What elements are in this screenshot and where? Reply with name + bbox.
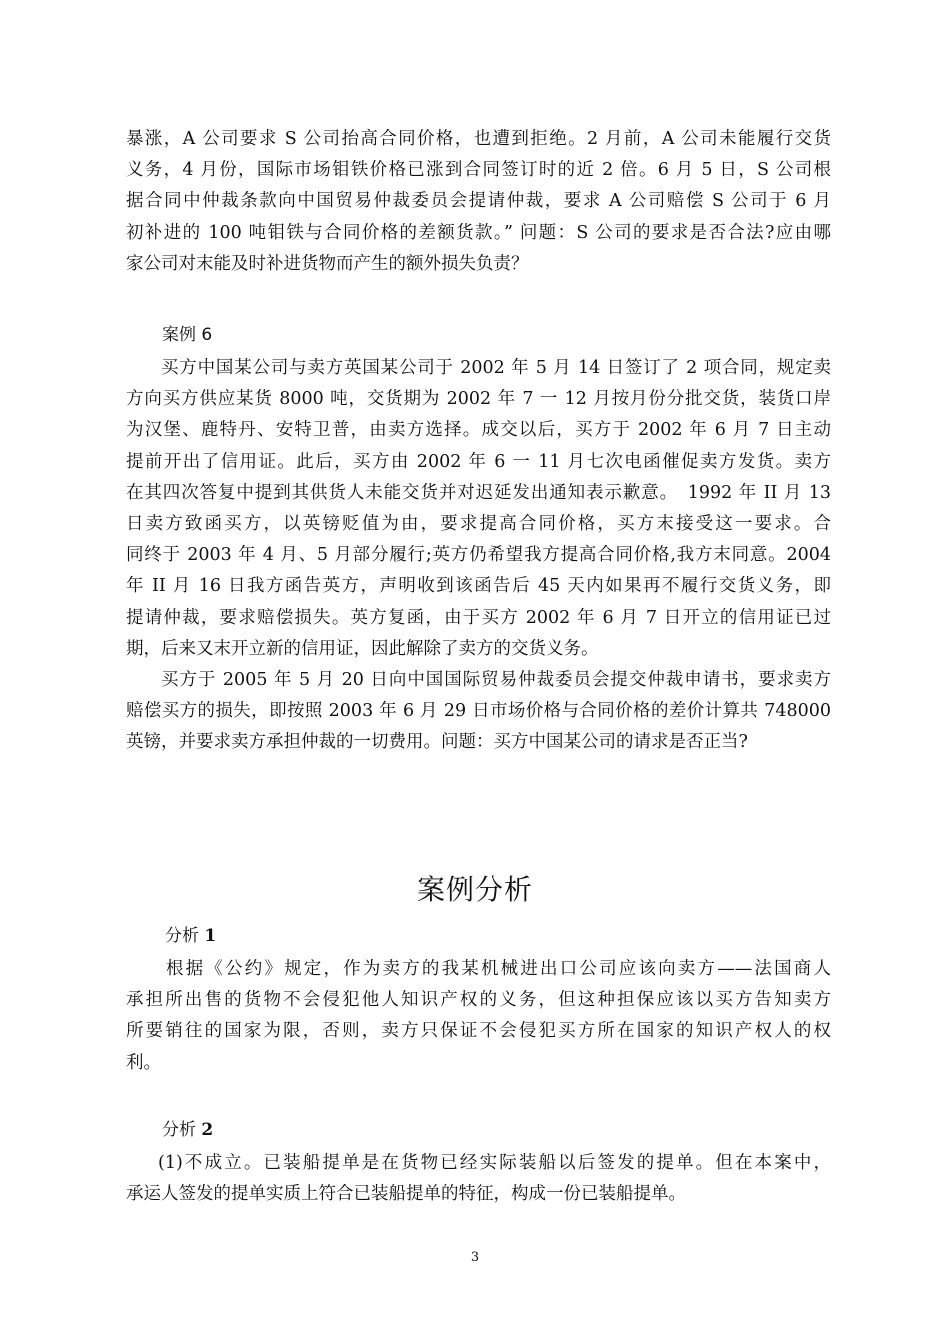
text-line: 提请仲裁，要求赔偿损失。英方复函，由于买方 2002 年 6 月 7 日开立的信用证已过 (126, 607, 831, 628)
text-line: 初补进的 100 吨钼铁与合同价格的差额货款。” 问题：S 公司的要求是否合法?应由哪 (126, 222, 831, 243)
analysis-1-label: 分析 (165, 926, 199, 946)
analysis-1-paragraph (126, 954, 831, 1079)
text-line: 英镑，并要求卖方承担仲裁的一切费用。问题：买方中国某公司的请求是否正当? (126, 732, 748, 753)
text-line: 赔偿买方的损失，即按照 2003 年 6 月 29 日市场价格与合同价格的差价计算共 748000 (126, 701, 831, 722)
text-line: 期，后来又末开立新的信用证，因此解除了卖方的交货义务。 (126, 638, 599, 659)
case6-paragraph-2 (126, 665, 831, 759)
case6-heading: 案例 6 (162, 325, 213, 345)
analysis-2-number: 2 (201, 1120, 214, 1140)
text-line: 利。 (126, 1052, 161, 1073)
text-line: 买方中国某公司与卖方英国某公司于 2002 年 5 月 14 日签订了 2 项合同，规定卖 (161, 358, 831, 378)
text-line: 买方于 2005 年 5 月 20 日向中国国际贸易仲裁委员会提交仲裁申请书，要求卖方 (161, 670, 831, 690)
case5-tail-paragraph (126, 124, 831, 280)
analysis-1-number: 1 (204, 926, 217, 946)
text-line: (1)不成立。已装船提单是在货物已经实际装船以后签发的提单。但在本案中， (158, 1153, 831, 1173)
analysis-2-heading (162, 1115, 362, 1146)
text-line: 在其四次答复中提到其供货人未能交货并对迟延发出通知表示歉意。 1992 年 II 月 13 (126, 482, 831, 503)
text-line: 义务，4 月份，国际市场钼铁价格已涨到合同签订时的近 2 倍。6 月 5 日，S 公司根 (126, 160, 831, 181)
text-line: 家公司对末能及时补进货物而产生的额外损失负责？ (126, 253, 529, 274)
text-line: 为汉堡、鹿特丹、安特卫普，由卖方选择。成交以后，买方于 2002 年 6 月 7 日主动 (126, 420, 831, 441)
analysis-2-paragraph (126, 1148, 831, 1210)
text-line: 所要销往的国家为限，否则，卖方只保证不会侵犯买方所在国家的知识产权人的权 (126, 1021, 831, 1042)
text-line: 暴涨，A 公司要求 S 公司抬高合同价格，也遭到拒绝。2 月前，A 公司未能履行交货 (126, 129, 831, 149)
text-line: 根据《公约》规定，作为卖方的我某机械进出口公司应该向卖方——法国商人 (166, 959, 831, 979)
text-line: 方向买方供应某货 8000 吨，交货期为 2002 年 7 一 12 月按月份分批交货，装货口岸 (126, 389, 831, 410)
text-line: 年 II 月 16 日我方函告英方，声明收到该函告后 45 天内如果再不履行交货义务，即 (126, 576, 831, 597)
text-line: 同终于 2003 年 4 月、5 月部分履行;英方仍希望我方提高合同价格,我方末同意。2004 (126, 545, 831, 566)
text-line: 据合同中仲裁条款向中国贸易仲裁委员会提请仲裁，要求 A 公司赔偿 S 公司于 6 月 (126, 191, 831, 212)
text-line: 提前开出了信用证。此后，买方由 2002 年 6 一 11 月七次电函催促卖方发货。卖方 (126, 451, 831, 472)
analysis-1-heading (165, 921, 365, 952)
text-line: 承担所出售的货物不会侵犯他人知识产权的义务，但这种担保应该以买方告知卖方 (126, 990, 831, 1011)
text-line: 承运人签发的提单实质上符合已装船提单的特征，构成一份已装船提单。 (126, 1184, 686, 1205)
text-line: 日卖方致函买方，以英镑贬值为由，要求提高合同价格，买方末接受这一要求。合 (126, 513, 831, 534)
section-title: 案例分析 (416, 873, 533, 906)
case6-paragraph-1 (126, 353, 831, 665)
page-number: 3 (470, 1250, 480, 1265)
analysis-2-label: 分析 (162, 1120, 196, 1140)
